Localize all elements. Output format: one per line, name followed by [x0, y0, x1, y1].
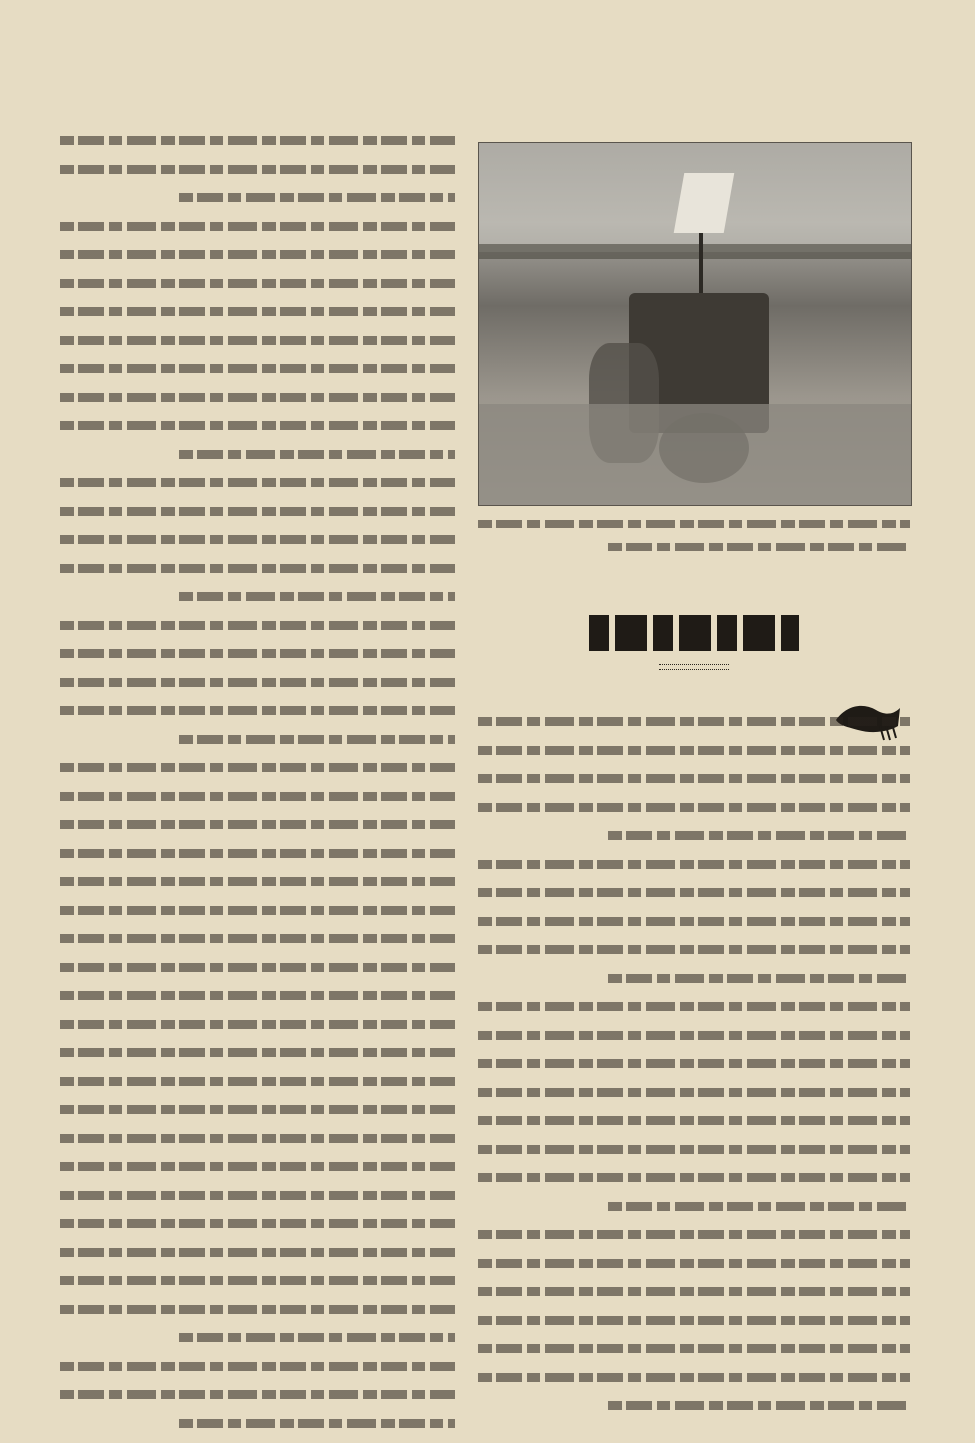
text-line: [60, 695, 455, 724]
text-line: [60, 1294, 455, 1323]
text-line: [60, 809, 455, 838]
photo-flag: [674, 173, 735, 233]
text-line: [60, 1094, 455, 1123]
left-column-text: [60, 125, 455, 1436]
text-line: [60, 382, 455, 411]
text-line: [478, 1219, 910, 1248]
text-line: [478, 512, 910, 535]
text-line: [179, 581, 456, 610]
text-line: [60, 638, 455, 667]
photo-caption-text: [478, 512, 910, 558]
text-line: [60, 752, 455, 781]
article-author: [478, 578, 910, 600]
text-line: [60, 1037, 455, 1066]
text-line: [478, 934, 910, 963]
text-line: [478, 991, 910, 1020]
text-line: [60, 1208, 455, 1237]
running-head: [440, 100, 480, 118]
text-line: [60, 125, 455, 154]
text-line: [60, 923, 455, 952]
text-line: [60, 410, 455, 439]
text-line: [478, 1020, 910, 1049]
text-line: [478, 1048, 910, 1077]
text-line: [60, 353, 455, 382]
text-line: [478, 1305, 910, 1334]
text-line: [60, 838, 455, 867]
text-line: [478, 849, 910, 878]
text-line: [478, 763, 910, 792]
text-line: [60, 895, 455, 924]
left-column: [60, 125, 455, 1410]
text-line: [478, 1276, 910, 1305]
text-line: [608, 963, 910, 992]
text-line: [478, 1362, 910, 1391]
text-line: [60, 1123, 455, 1152]
page-number: [805, 100, 865, 118]
text-line: [478, 1105, 910, 1134]
text-line: [60, 211, 455, 240]
text-line: [60, 1151, 455, 1180]
text-line: [608, 1191, 910, 1220]
text-line: [478, 1162, 910, 1191]
article-subtitle: [634, 676, 754, 690]
text-line: [60, 1351, 455, 1380]
text-line: [478, 1333, 910, 1362]
text-line: [60, 239, 455, 268]
right-column-text: [478, 706, 910, 1419]
text-line: [60, 1009, 455, 1038]
text-line: [60, 524, 455, 553]
text-line: [60, 866, 455, 895]
text-line: [60, 268, 455, 297]
text-line: [60, 980, 455, 1009]
text-line: [60, 1180, 455, 1209]
article-title: [589, 608, 799, 658]
text-line: [478, 1134, 910, 1163]
text-line: [60, 1379, 455, 1408]
text-line: [478, 877, 910, 906]
photo-deck: [479, 404, 911, 505]
photograph: [478, 142, 912, 506]
text-line: [478, 1248, 910, 1277]
text-line: [179, 1322, 456, 1351]
text-line: [60, 781, 455, 810]
text-line: [60, 610, 455, 639]
right-column: [478, 706, 910, 1406]
photo-horizon: [479, 244, 911, 258]
text-line: [60, 496, 455, 525]
text-line: [478, 735, 910, 764]
text-line: [478, 1077, 910, 1106]
text-line: [60, 1237, 455, 1266]
text-line: [179, 724, 456, 753]
text-line: [179, 182, 456, 211]
text-line: [60, 553, 455, 582]
text-line: [60, 952, 455, 981]
text-line: [60, 296, 455, 325]
text-line: [60, 154, 455, 183]
title-rule: [659, 664, 729, 670]
text-line: [608, 820, 910, 849]
text-line: [478, 706, 910, 735]
text-line: [60, 1066, 455, 1095]
text-line: [60, 325, 455, 354]
text-line: [478, 792, 910, 821]
text-line: [179, 439, 456, 468]
text-line: [478, 906, 910, 935]
text-line: [179, 1408, 456, 1437]
text-line: [60, 467, 455, 496]
text-line: [608, 535, 910, 558]
text-line: [608, 1390, 910, 1419]
article-heading: [478, 578, 910, 708]
text-line: [60, 667, 455, 696]
text-line: [60, 1265, 455, 1294]
photo-caption: [478, 512, 910, 562]
